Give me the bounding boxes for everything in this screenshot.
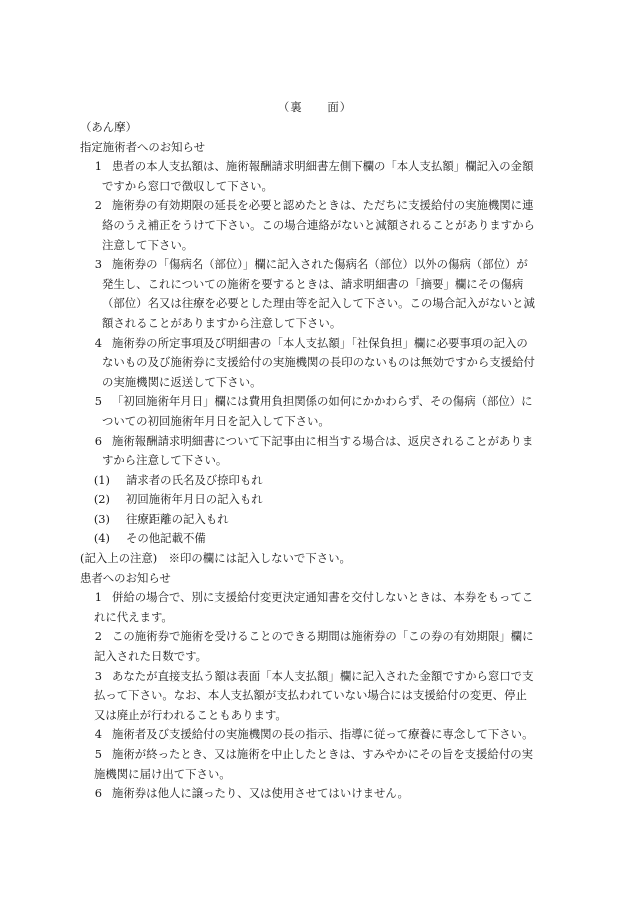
patient-notice-list <box>80 588 550 804</box>
item-text: 併給の場合で、別に支援給付変更決定通知書を交付しないときは、本券をもってこ <box>112 590 534 605</box>
item-text-continued: すから注意して下さい。 <box>102 453 228 468</box>
return-reason-item <box>80 529 550 549</box>
patient-notice-item-4 <box>80 725 550 745</box>
provider-notice-item-5 <box>80 392 550 431</box>
patient-notice-item-1 <box>80 588 550 627</box>
item-text-continued: 記入された日数です。 <box>94 649 207 664</box>
fill-in-note: (記入上の注意) ※印の欄には記入しないで下さい。 <box>80 551 351 566</box>
return-reason-item <box>80 490 550 510</box>
item-number: 2 <box>94 198 102 213</box>
item-text: あなたが直接支払う額は表面「本人支払額」欄に記入された金額ですから窓口で支 <box>112 668 534 683</box>
provider-notice-item-3 <box>80 255 550 333</box>
item-text: 施術券の「傷病名（部位）」欄に記入された傷病名（部位）以外の傷病（部位）が <box>112 257 528 272</box>
provider-notice-heading: 指定施術者へのお知らせ <box>80 139 205 154</box>
sub-item-number: (1) <box>93 472 110 487</box>
sub-item-text: 往療距離の記入もれ <box>126 511 229 526</box>
sub-item-text: 初回施術年月日の記入もれ <box>126 492 263 507</box>
item-text: 施術報酬請求明細書について下記事由に相当する場合は、返戻されることがありま <box>112 433 534 448</box>
item-number: 4 <box>94 335 102 350</box>
item-text-continued: ですから窓口で徴収して下さい。 <box>102 178 273 193</box>
item-number: 4 <box>94 727 102 742</box>
item-text: 患者の本人支払額は、施術報酬請求明細書左側下欄の「本人支払額」欄記入の金額 <box>112 159 534 174</box>
return-reason-item <box>80 510 550 530</box>
sub-item-text: 請求者の氏名及び捺印もれ <box>126 472 263 487</box>
sub-item-number: (2) <box>93 492 110 507</box>
item-text: 施術券の所定事項及び明細書の「本人支払額」「社保負担」欄に必要事項の記入の <box>112 335 528 350</box>
provider-notice-item-1 <box>80 157 550 196</box>
provider-notice-item-6 <box>80 432 550 471</box>
item-text: この施術券で施術を受けることのできる期間は施術券の「この券の有効期限」欄に <box>112 629 534 644</box>
item-number: 6 <box>94 433 102 448</box>
patient-notice-item-2 <box>80 627 550 666</box>
patient-notice-item-5 <box>80 745 550 784</box>
provider-notice-list <box>80 157 550 471</box>
sub-item-number: (3) <box>93 511 110 526</box>
sub-item-number: (4) <box>93 531 110 546</box>
item-number: 2 <box>94 629 102 644</box>
item-text: 「初回施術年月日」欄には費用負担関係の如何にかかわらず、その傷病（部位）に <box>112 394 533 409</box>
patient-notice-heading: 患者へのお知らせ <box>80 570 171 585</box>
item-text-continued: 発生し、これについての施術を要するときは、請求明細書の「摘要」欄にその傷病 <box>102 276 524 291</box>
section-anma-label: （あん摩） <box>80 120 137 134</box>
document-body <box>80 118 550 804</box>
item-text-continued: 払って下さい。なお、本人支払額が支払われていない場合には支援給付の変更、停止 <box>94 688 527 703</box>
item-text-continued: 絡のうえ補正をうけて下さい。この場合連絡がないと減額されることがありますから <box>102 217 535 232</box>
return-reason-item <box>80 471 550 491</box>
sub-item-text: その他記載不備 <box>126 531 206 546</box>
item-text-continued: （部位）名又は往療を必要とした理由等を記入して下さい。この場合記入がないと減 <box>102 296 535 311</box>
patient-notice-item-3 <box>80 667 550 726</box>
item-number: 3 <box>94 257 102 272</box>
item-text: 施術が終ったとき、又は施術を中止したときは、すみやかにその旨を支援給付の実 <box>112 747 533 761</box>
item-text-continued: れに代えます。 <box>94 609 173 624</box>
item-number: 1 <box>94 159 102 174</box>
item-text: 施術者及び支援給付の実施機関の長の指示、指導に従って療養に専念して下さい。 <box>112 727 534 742</box>
item-text-continued: 又は廃止が行われることもあります。 <box>94 707 287 722</box>
item-text-continued: 額されることがありますから注意して下さい。 <box>102 315 342 330</box>
item-text-continued: の実施機関に返送して下さい。 <box>102 374 262 389</box>
item-text-continued: 施機関に届け出て下さい。 <box>94 766 231 781</box>
item-number: 5 <box>94 394 102 409</box>
item-number: 5 <box>94 747 102 761</box>
item-text-continued: 注意して下さい。 <box>102 237 194 252</box>
return-reason-list <box>80 471 550 549</box>
item-text: 施術券の有効期限の延長を必要と認めたときは、ただちに支援給付の実施機関に連 <box>112 198 534 213</box>
item-number: 1 <box>94 590 102 605</box>
patient-notice-item-6 <box>80 784 550 804</box>
provider-notice-item-4 <box>80 334 550 393</box>
provider-notice-item-2 <box>80 196 550 255</box>
page-title: （裏 面） <box>277 100 353 114</box>
item-number: 6 <box>94 786 102 801</box>
item-text: 施術券は他人に譲ったり、又は使用させてはいけません。 <box>112 786 409 801</box>
item-text-continued: ないもの及び施術券に支援給付の実施機関の長印のないものは無効ですから支援給付 <box>102 355 535 370</box>
item-text-continued: ついての初回施術年月日を記入して下さい。 <box>102 413 330 428</box>
item-number: 3 <box>94 668 102 683</box>
